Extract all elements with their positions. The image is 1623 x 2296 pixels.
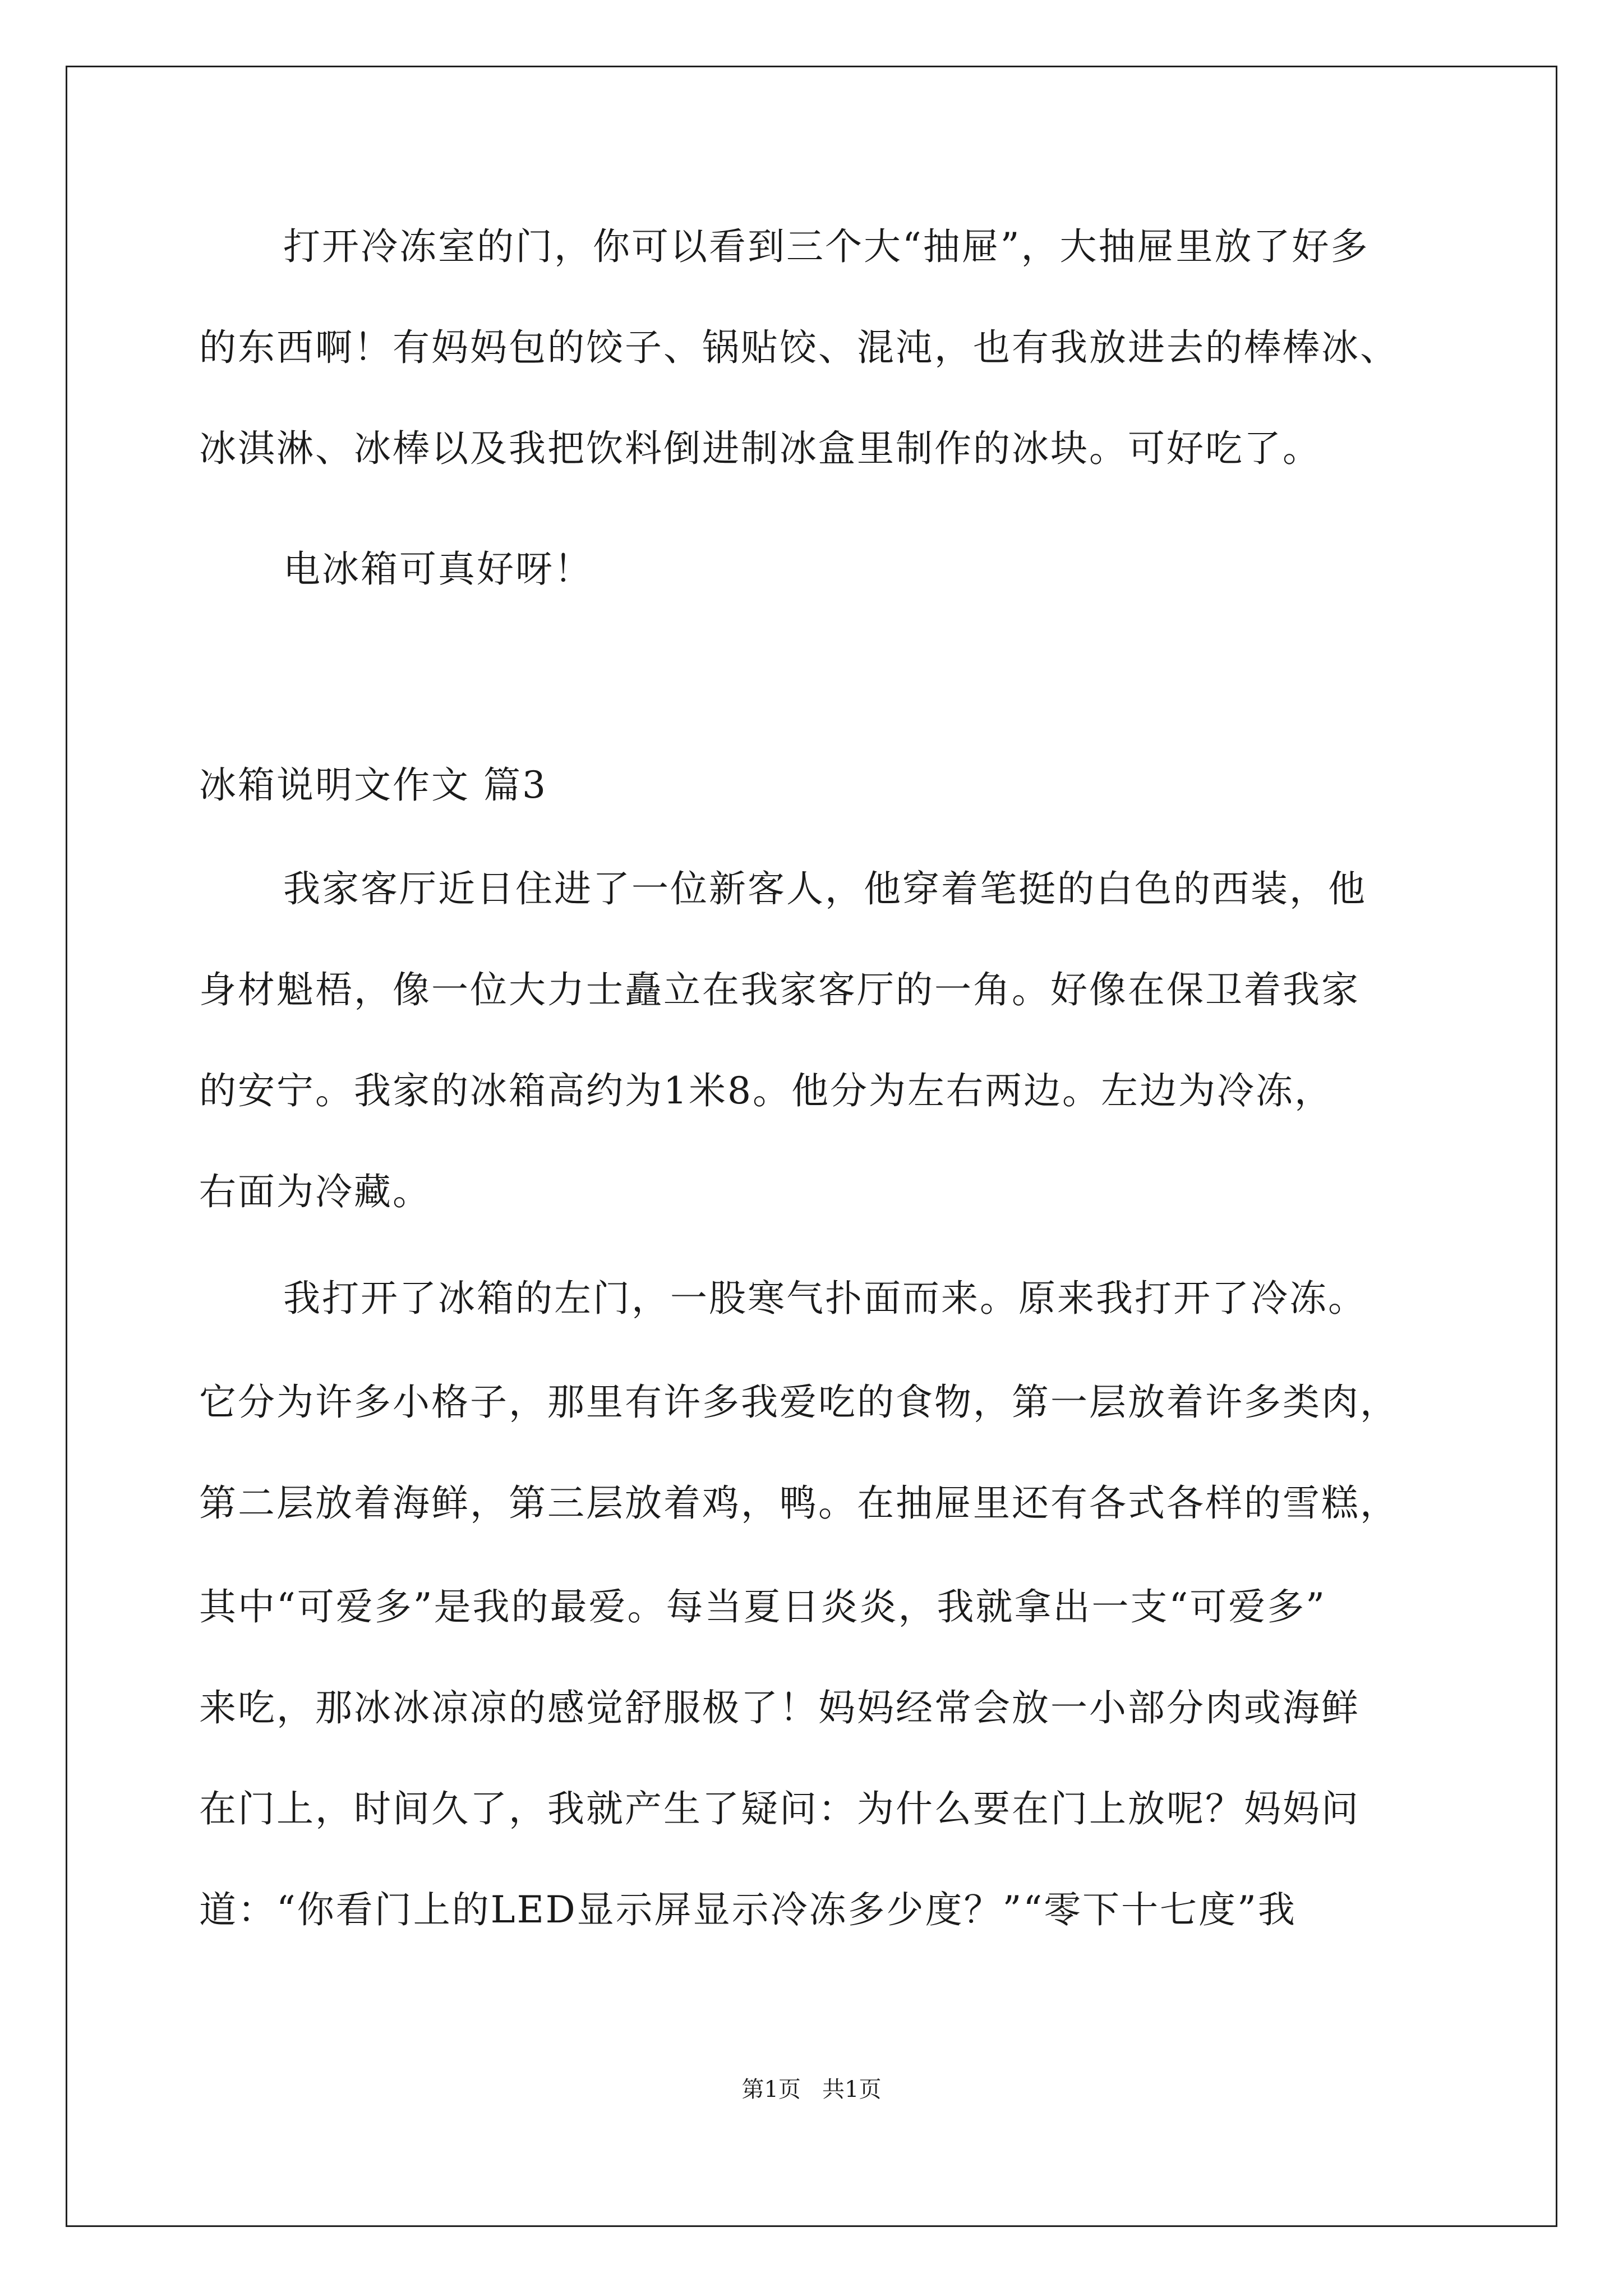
paragraph-4-line-1: 我打开了冰箱的左门，一股寒气扑面而来。原来我打开了冷冻。 bbox=[283, 1277, 1367, 1320]
paragraph-1-line-2: 的东西啊！有妈妈包的饺子、锅贴饺、混沌，也有我放进去的棒棒冰、 bbox=[199, 326, 1399, 369]
paragraph-4-line-3: 第二层放着海鲜，第三层放着鸡，鸭。在抽屉里还有各式各样的雪糕， bbox=[199, 1481, 1399, 1525]
paragraph-4-line-2: 它分为许多小格子，那里有许多我爱吃的食物，第一层放着许多类肉， bbox=[199, 1381, 1399, 1424]
section-heading: 冰箱说明文作文 篇3 bbox=[199, 763, 547, 807]
paragraph-3-line-4: 右面为冷藏。 bbox=[199, 1170, 431, 1213]
paragraph-4-line-6: 在门上，时间久了，我就产生了疑问：为什么要在门上放呢？妈妈问 bbox=[199, 1787, 1360, 1830]
page-footer: 第1页 共1页 bbox=[741, 2077, 882, 2102]
paragraph-3-line-3: 的安宁。我家的冰箱高约为1米8。他分为左右两边。左边为冷冻， bbox=[199, 1069, 1333, 1112]
paragraph-4-line-5: 来吃，那冰冰凉凉的感觉舒服极了！妈妈经常会放一小部分肉或海鲜 bbox=[199, 1686, 1360, 1729]
paragraph-1-line-1: 打开冷冻室的门，你可以看到三个大“抽屉”，大抽屉里放了好多 bbox=[283, 225, 1370, 268]
paragraph-4-line-7: 道：“你看门上的LED显示屏显示冷冻多少度？”“零下十七度”我 bbox=[199, 1888, 1297, 1931]
paragraph-3-line-2: 身材魁梧，像一位大力士矗立在我家客厅的一角。好像在保卫着我家 bbox=[199, 968, 1360, 1011]
paragraph-4-line-4: 其中“可爱多”是我的最爱。每当夏日炎炎，我就拿出一支“可爱多” bbox=[199, 1585, 1326, 1628]
paragraph-1-line-3: 冰淇淋、冰棒以及我把饮料倒进制冰盒里制作的冰块。可好吃了。 bbox=[199, 427, 1321, 470]
paragraph-2-line-1: 电冰箱可真好呀！ bbox=[283, 547, 593, 591]
paragraph-3-line-1: 我家客厅近日住进了一位新客人，他穿着笔挺的白色的西装，他 bbox=[283, 867, 1367, 910]
